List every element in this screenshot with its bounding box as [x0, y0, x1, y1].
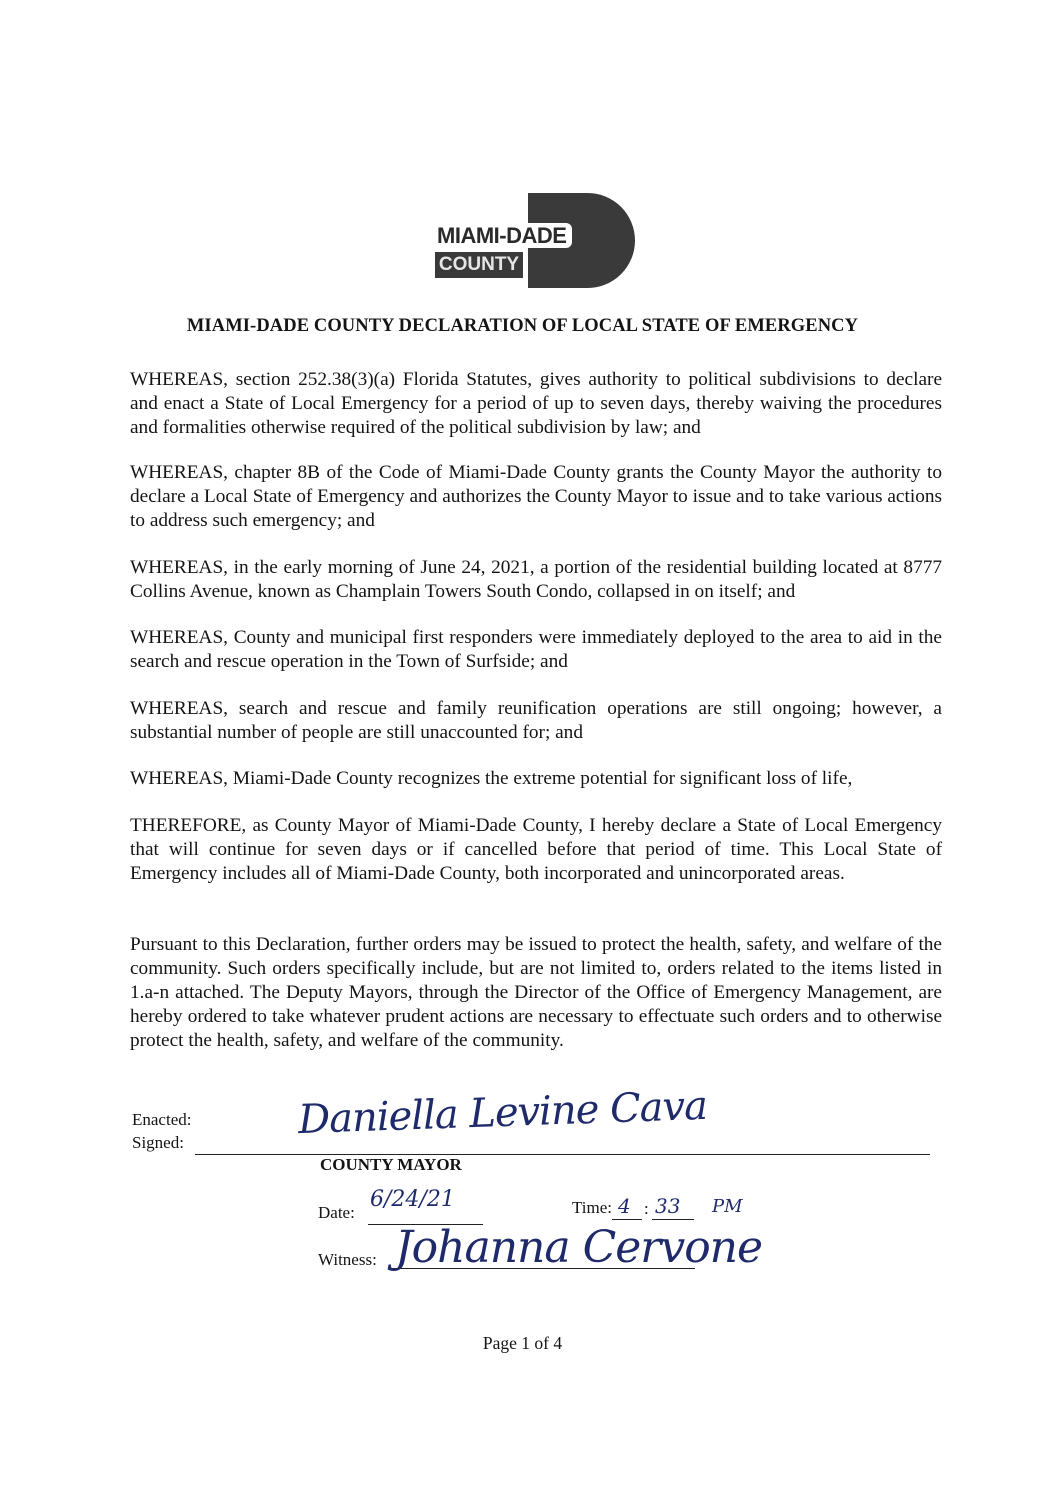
date-value: 6/24/21 [370, 1187, 455, 1212]
paragraph-whereas-chapter-8b: WHEREAS, chapter 8B of the Code of Miami-Dade County grants the County Mayor the authority to declare a Local State of Emergency and authorizes the County Mayor to issue and to take various actions to address such emergency; and [130, 462, 942, 531]
witness-signature: Johanna Cervone [395, 1222, 763, 1273]
document-title: MIAMI-DADE COUNTY DECLARATION OF LOCAL STATE OF EMERGENCY [186, 316, 859, 336]
enacted-label: Enacted: [132, 1110, 192, 1129]
time-ampm: PM [712, 1196, 743, 1217]
paragraph-whereas-loss-of-life: WHEREAS, Miami-Dade County recognizes the extreme potential for significant loss of life, [130, 768, 853, 789]
paragraph-pursuant: Pursuant to this Declaration, further orders may be issued to protect the health, safety, and welfare of the community. Such orders specifically include, but are not limited to, orders related to the items listed in 1.a-n attached. The Deputy Mayors, through the Director of the Office of Emergency Management, are hereby ordered to take whatever prudent actions are necessary to effectuate such orders and to otherwise protect the health, safety, and welfare of the community. [130, 934, 942, 1051]
time-hour-line [612, 1219, 642, 1220]
time-hour: 4 [618, 1194, 631, 1218]
date-label: Date: [318, 1203, 355, 1222]
mayor-title: COUNTY MAYOR [320, 1155, 462, 1174]
mayor-signature: Daniella Levine Cava [297, 1082, 708, 1144]
witness-label: Witness: [318, 1250, 377, 1269]
time-colon: : [644, 1199, 649, 1218]
time-minute: 33 [655, 1194, 681, 1218]
miami-dade-logo [430, 193, 635, 288]
paragraph-whereas-collapse: WHEREAS, in the early morning of June 24, 2021, a portion of the residential building located at 8777 Collins Avenue, known as Champlain Towers South Condo, collapsed in on itself; and [130, 557, 942, 602]
logo-text-county: COUNTY [435, 252, 523, 278]
signed-label: Signed: [132, 1133, 184, 1152]
time-minute-line [652, 1219, 694, 1220]
page-number: Page 1 of 4 [482, 1333, 563, 1353]
paragraph-therefore: THEREFORE, as County Mayor of Miami-Dade County, I hereby declare a State of Local Emergency that will continue for seven days or if cancelled before that period of time. This Local State of Emergency includes all of Miami-Dade County, both incorporated and unincorporated areas. [130, 815, 942, 884]
paragraph-whereas-statutes: WHEREAS, section 252.38(3)(a) Florida Statutes, gives authority to political subdivisions to declare and enact a State of Local Emergency for a period of up to seven days, thereby waiving the procedures and formalities otherwise required of the political subdivision by law; and [130, 369, 942, 438]
time-label: Time: [572, 1198, 613, 1217]
logo-text-miami-dade: MIAMI-DADE [435, 223, 572, 248]
paragraph-whereas-ongoing: WHEREAS, search and rescue and family reunification operations are still ongoing; however, a substantial number of people are still unaccounted for; and [130, 698, 942, 743]
signature-line [195, 1154, 930, 1155]
paragraph-whereas-responders: WHEREAS, County and municipal first responders were immediately deployed to the area to aid in the search and rescue operation in the Town of Surfside; and [130, 627, 942, 672]
